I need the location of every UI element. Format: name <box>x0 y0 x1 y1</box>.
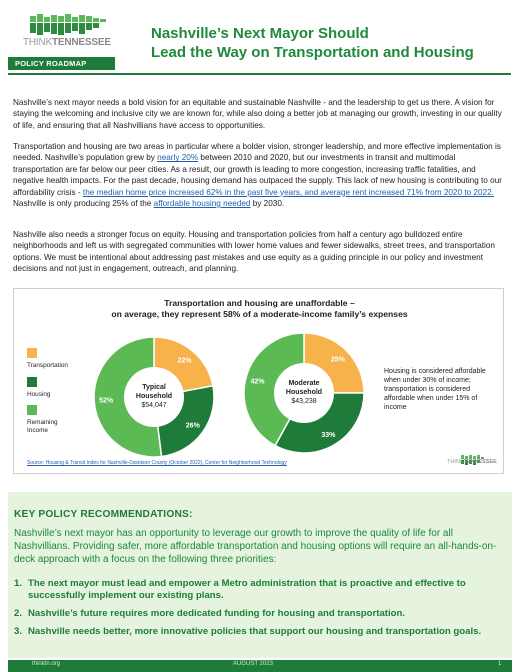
page-title <box>151 24 511 62</box>
recommendation-item <box>14 626 510 638</box>
pie-label-transportation: 25% <box>330 356 345 364</box>
footer-date: AUGUST 2023 <box>233 661 273 667</box>
center-label-name: Typical <box>142 384 166 391</box>
page-header <box>0 0 517 78</box>
pie-label-remaining-income: 42% <box>250 378 265 386</box>
legend-label-transportation: Transportation <box>27 362 68 369</box>
transportation-paragraph <box>13 141 507 209</box>
affordable-housing-link[interactable]: affordable housing needed <box>153 199 251 209</box>
recommendation-item <box>14 578 510 602</box>
expenses-chart <box>13 288 504 474</box>
policy-roadmap-tag: POLICY ROADMAP <box>8 57 115 70</box>
legend-label-remaining: Remaining <box>27 419 58 426</box>
legend-label-income: Income <box>27 427 48 434</box>
logo <box>23 37 111 48</box>
title-line-1: Nashville’s Next Mayor Should <box>151 25 369 42</box>
recommendation-item <box>14 608 510 620</box>
center-label-household: Household <box>135 393 173 400</box>
center-label-household: Household <box>285 389 323 396</box>
header-divider <box>8 73 511 75</box>
logo-think: THINK <box>23 37 53 48</box>
recommendation-text: Nashville needs better, more innovative policies that support our housing and transportation goals. <box>28 626 482 637</box>
pie-label-transportation: 22% <box>177 357 192 365</box>
chart-logo <box>447 459 497 465</box>
chart-source-link[interactable]: Source: Housing & Transit Index for Nashville-Davidson County (October 2022), Center for Neighborhood Technology <box>27 460 287 466</box>
chart-logo-tennessee: TENNESSEE <box>463 459 497 465</box>
legend-label-housing: Housing <box>27 391 51 398</box>
recommendation-number: 3. <box>14 626 23 637</box>
intro-paragraph: Nashville’s next mayor needs a bold vision for an equitable and sustainable Nashville - and the leadership to get us there. A vision for staying the welcoming and inclusive city we are known for, while also doing a better job at managing our growth, investing in our quality of life, and ensuring that all Nashvillians have access to opportunities. <box>13 98 502 130</box>
pie-label-remaining-income: 52% <box>99 397 114 405</box>
recommendations-heading: KEY POLICY RECOMMENDATIONS: <box>14 509 193 520</box>
affordability-note: Housing is considered affordable when under 30% of income; transportation is considered affordable when under 15% of income <box>384 368 486 411</box>
footer-page-number: 1 <box>498 661 502 667</box>
center-label-amount: $54,047 <box>141 402 167 409</box>
recommendation-text: Nashville’s future requires more dedicated funding for housing and transportation. <box>28 608 406 619</box>
pie-label-housing: 33% <box>321 431 336 439</box>
recommendation-text: The next mayor must lead and empower a Metro administration that is proactive and effective to successfully implement our existing plans. <box>28 578 466 601</box>
recommendations-intro: Nashville’s next mayor has an opportunity to leverage our growth to improve the quality of life for all Nashvillians. Providing safer, more affordable transportation and housing options will require an all-hands-on-deck approach with a focus on the following three priorities: <box>14 528 497 565</box>
chart-title-line-2: on average, they represent 58% of a moderate-income family’s expenses <box>111 309 408 319</box>
center-label-amount: $43,238 <box>291 398 317 405</box>
footer-website[interactable]: thinktn.org <box>32 661 61 667</box>
para2-text-2: between 2010 and 2020, but our investments in transit and multimodal transportation are far below our peer cities. As a result, our growth is leading to more congestion, increasing traffic fatalities, and negative health impacts. For the past decade, housing demand has outpaced the supply. This lack of new housing is contributing to our affordability crisis - <box>13 153 502 197</box>
home-price-link[interactable]: the median home price increased 62% in the past five years, and average rent increased 71% from 2020 to 2022. <box>82 187 494 197</box>
recommendation-number: 2. <box>14 608 23 619</box>
center-label-name: Moderate <box>288 380 320 387</box>
title-line-2: Lead the Way on Transportation and Housing <box>151 44 474 61</box>
pie-label-housing: 26% <box>185 422 200 430</box>
para2-text-1: Transportation and housing are two areas in particular where a bolder vision, stronger leadership, and more effective implementation is needed. Nashville’s population grew by <box>13 142 501 163</box>
equity-paragraph: Nashville also needs a stronger focus on equity. Housing and transportation policies from half a century ago bulldozed entire neighborhoods and left us with segregated communities with lower home values and fewer sidewalks, street trees, and transportation options. We must be intentional about addressing past mistakes and use equity as a guiding principle in our policy and investment decisions and not just in engagement, outreach, and planning. <box>13 230 495 274</box>
logo-tennessee: TENNESSEE <box>52 37 111 48</box>
recommendations-box <box>8 492 512 658</box>
page-footer <box>8 660 512 672</box>
para2-text-3: Nashville is only producing 25% of the <box>13 199 154 209</box>
population-growth-link[interactable]: nearly 20% <box>157 153 199 163</box>
recommendation-number: 1. <box>14 578 23 589</box>
para2-text-4: by 2030. <box>250 199 285 209</box>
chart-title-line-1: Transportation and housing are unaffordable – <box>164 298 355 308</box>
chart-logo-think: THINK <box>447 459 464 465</box>
logo-pattern-icon <box>30 14 110 36</box>
recommendations-list <box>14 578 510 644</box>
